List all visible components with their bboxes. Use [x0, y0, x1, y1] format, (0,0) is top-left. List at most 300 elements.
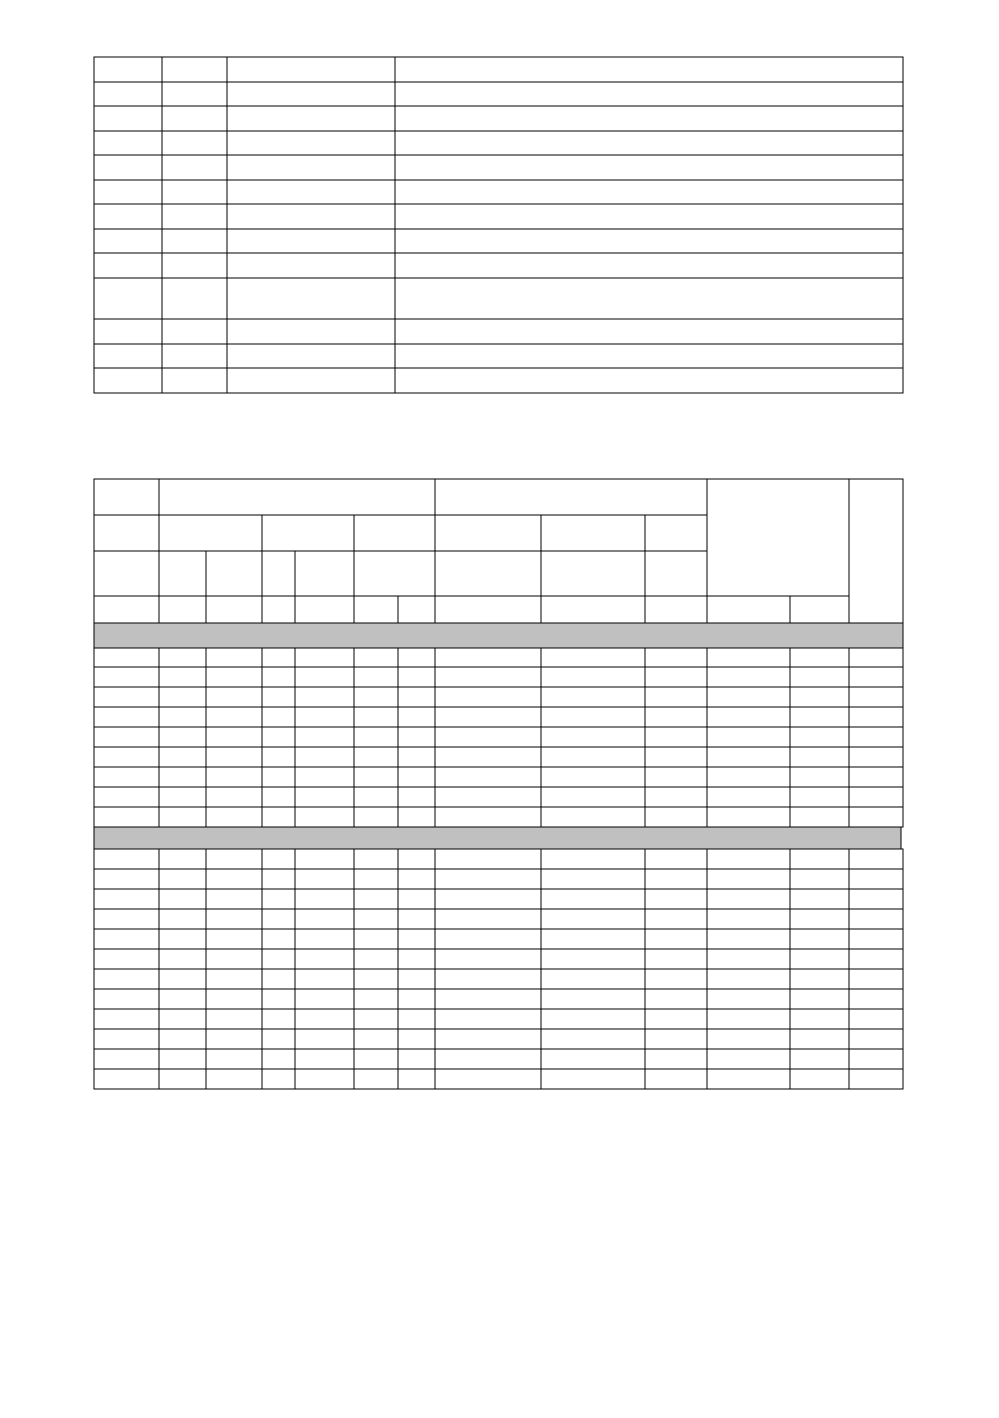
table-cell — [354, 989, 398, 1009]
table-cell — [354, 767, 398, 787]
table-row — [94, 1009, 903, 1029]
table-cell — [159, 767, 206, 787]
table-cell — [354, 849, 398, 869]
table-cell — [206, 1049, 262, 1069]
table-cell — [262, 707, 295, 727]
table-cell — [206, 1009, 262, 1029]
table-cell — [159, 807, 206, 827]
table-cell — [206, 747, 262, 767]
table-cell — [541, 1029, 645, 1049]
table-cell — [227, 82, 395, 106]
table-cell — [262, 969, 295, 989]
table-cell — [395, 131, 903, 155]
table-cell — [295, 889, 354, 909]
table-cell — [645, 1009, 707, 1029]
table-cell — [398, 1069, 435, 1089]
table-cell — [849, 727, 903, 747]
table-cell — [790, 787, 849, 807]
table-cell — [790, 1069, 849, 1089]
table-cell — [94, 869, 159, 889]
table-cell — [645, 807, 707, 827]
table-cell — [395, 155, 903, 180]
table-cell — [849, 807, 903, 827]
table-cell — [206, 787, 262, 807]
table-cell — [162, 229, 227, 253]
table-cell — [262, 869, 295, 889]
table-cell — [541, 807, 645, 827]
table-cell — [94, 1049, 159, 1069]
table-cell — [262, 1029, 295, 1049]
table-cell — [94, 807, 159, 827]
table-cell — [790, 687, 849, 707]
table-cell — [227, 344, 395, 368]
table-cell — [541, 648, 645, 667]
table-cell — [94, 747, 159, 767]
table-cell — [354, 1069, 398, 1089]
table-cell — [354, 707, 398, 727]
table-cell — [435, 989, 541, 1009]
table-cell — [707, 1069, 790, 1089]
table-cell — [227, 57, 395, 82]
table-cell — [162, 204, 227, 229]
table-cell — [227, 180, 395, 204]
table-cell — [395, 180, 903, 204]
table-cell — [849, 989, 903, 1009]
table-cell — [295, 747, 354, 767]
table-cell — [645, 1069, 707, 1089]
table-cell — [295, 869, 354, 889]
table-cell — [159, 707, 206, 727]
table-cell — [295, 849, 354, 869]
table-cell — [227, 368, 395, 393]
table-cell — [162, 319, 227, 344]
table-cell — [262, 747, 295, 767]
table-cell — [790, 949, 849, 969]
table-cell — [541, 949, 645, 969]
table-cell — [398, 707, 435, 727]
table-cell — [395, 82, 903, 106]
table-cell — [206, 667, 262, 687]
table-cell — [645, 787, 707, 807]
table-cell — [645, 929, 707, 949]
table-cell — [790, 747, 849, 767]
table-cell — [94, 787, 159, 807]
table-cell — [541, 707, 645, 727]
table-cell — [707, 909, 790, 929]
table-cell — [94, 949, 159, 969]
table-cell — [395, 106, 903, 131]
table-cell — [435, 767, 541, 787]
table-cell — [645, 727, 707, 747]
table-cell — [849, 1049, 903, 1069]
table-cell — [206, 727, 262, 747]
table-cell — [541, 989, 645, 1009]
table-cell — [435, 707, 541, 727]
table-cell — [262, 949, 295, 969]
table-cell — [707, 747, 790, 767]
table-cell — [435, 727, 541, 747]
table-cell — [790, 929, 849, 949]
table-cell — [262, 1049, 295, 1069]
table-cell — [262, 667, 295, 687]
table-cell — [541, 747, 645, 767]
table-cell — [206, 909, 262, 929]
table-cell — [541, 929, 645, 949]
table-cell — [295, 1069, 354, 1089]
table-cell — [398, 1029, 435, 1049]
table-cell — [206, 869, 262, 889]
table-cell — [206, 969, 262, 989]
table-cell — [94, 648, 159, 667]
table-cell — [354, 1049, 398, 1069]
table-cell — [645, 747, 707, 767]
table-cell — [94, 969, 159, 989]
table-cell — [435, 1029, 541, 1049]
table-cell — [435, 687, 541, 707]
table-cell — [295, 727, 354, 747]
table-cell — [541, 727, 645, 747]
table-cell — [295, 707, 354, 727]
table-cell — [435, 909, 541, 929]
table-cell — [398, 889, 435, 909]
table-cell — [94, 180, 162, 204]
table-cell — [94, 667, 159, 687]
table-row — [94, 82, 903, 106]
table-cell — [645, 648, 707, 667]
table-cell — [707, 929, 790, 949]
table-cell — [790, 889, 849, 909]
table-cell — [159, 667, 206, 687]
table-cell — [94, 727, 159, 747]
table-cell — [206, 687, 262, 707]
table-cell — [94, 707, 159, 727]
table-cell — [206, 929, 262, 949]
table-cell — [206, 707, 262, 727]
table-cell — [707, 969, 790, 989]
table-cell — [435, 889, 541, 909]
table-cell — [790, 909, 849, 929]
table-cell — [94, 767, 159, 787]
table-cell — [162, 106, 227, 131]
table-row — [94, 368, 903, 393]
table-row — [94, 57, 903, 82]
table-cell — [541, 767, 645, 787]
table-cell — [541, 909, 645, 929]
table-cell — [162, 57, 227, 82]
table-cell — [645, 687, 707, 707]
table-cell — [295, 1009, 354, 1029]
table-cell — [206, 1029, 262, 1049]
table-cell — [398, 667, 435, 687]
table-cell — [159, 727, 206, 747]
table-row — [94, 989, 903, 1009]
table-cell — [541, 849, 645, 869]
table-cell — [541, 889, 645, 909]
table-cell — [790, 989, 849, 1009]
table-cell — [707, 849, 790, 869]
table-cell — [541, 1049, 645, 1069]
table-cell — [849, 747, 903, 767]
table-cell — [295, 989, 354, 1009]
table-cell — [395, 253, 903, 278]
table-cell — [435, 807, 541, 827]
table-cell — [398, 969, 435, 989]
table-cell — [790, 1049, 849, 1069]
table-cell — [849, 767, 903, 787]
table-cell — [541, 1009, 645, 1029]
table-row — [94, 787, 903, 807]
table-cell — [262, 929, 295, 949]
table-cell — [541, 687, 645, 707]
table-cell — [262, 648, 295, 667]
section-band — [94, 827, 901, 849]
table-cell — [227, 155, 395, 180]
table-cell — [435, 1069, 541, 1089]
table-cell — [227, 253, 395, 278]
table-cell — [707, 687, 790, 707]
table-cell — [354, 949, 398, 969]
table-cell — [295, 687, 354, 707]
table-cell — [435, 949, 541, 969]
table-cell — [354, 727, 398, 747]
table-cell — [435, 787, 541, 807]
table-cell — [159, 969, 206, 989]
table-cell — [354, 648, 398, 667]
table-cell — [398, 909, 435, 929]
table-cell — [707, 767, 790, 787]
table-cell — [790, 849, 849, 869]
table-cell — [398, 949, 435, 969]
table-cell — [435, 929, 541, 949]
table-cell — [262, 889, 295, 909]
table-cell — [849, 969, 903, 989]
table-cell — [94, 687, 159, 707]
table-row — [94, 807, 903, 827]
table-cell — [435, 648, 541, 667]
table-row — [94, 204, 903, 229]
table-cell — [354, 889, 398, 909]
table-cell — [262, 687, 295, 707]
table-row — [94, 1049, 903, 1069]
table-cell — [849, 1029, 903, 1049]
table-cell — [206, 949, 262, 969]
table-cell — [541, 667, 645, 687]
table-cell — [295, 949, 354, 969]
table-cell — [435, 869, 541, 889]
table-cell — [354, 747, 398, 767]
table-cell — [541, 969, 645, 989]
table-cell — [790, 807, 849, 827]
table-cell — [645, 767, 707, 787]
table-row — [94, 929, 903, 949]
table-cell — [159, 687, 206, 707]
table-cell — [295, 807, 354, 827]
table-cell — [707, 989, 790, 1009]
table-cell — [398, 767, 435, 787]
table-row — [94, 707, 903, 727]
table-cell — [645, 969, 707, 989]
table-cell — [94, 1069, 159, 1089]
table-cell — [707, 667, 790, 687]
table-cell — [162, 180, 227, 204]
table-row — [94, 319, 903, 344]
table-cell — [159, 889, 206, 909]
table-cell — [790, 667, 849, 687]
table-row — [94, 767, 903, 787]
table-cell — [227, 204, 395, 229]
table-cell — [94, 253, 162, 278]
table-cell — [227, 106, 395, 131]
table-cell — [162, 368, 227, 393]
table-cell — [849, 667, 903, 687]
table-cell — [398, 1009, 435, 1029]
table-cell — [395, 204, 903, 229]
table-cell — [398, 747, 435, 767]
table-cell — [295, 1029, 354, 1049]
table-cell — [398, 869, 435, 889]
table-row — [94, 949, 903, 969]
table-row — [94, 344, 903, 368]
table-row — [94, 687, 903, 707]
table-row — [94, 909, 903, 929]
table-cell — [354, 969, 398, 989]
upper-table — [94, 57, 903, 393]
table-cell — [849, 929, 903, 949]
table-cell — [262, 989, 295, 1009]
table-cell — [262, 727, 295, 747]
table-cell — [849, 707, 903, 727]
table-cell — [707, 1049, 790, 1069]
table-cell — [206, 807, 262, 827]
table-cell — [541, 787, 645, 807]
table-cell — [159, 869, 206, 889]
table-cell — [707, 707, 790, 727]
table-cell — [159, 1049, 206, 1069]
table-cell — [395, 344, 903, 368]
table-cell — [162, 278, 227, 319]
table-row — [94, 889, 903, 909]
table-cell — [395, 278, 903, 319]
table-cell — [395, 57, 903, 82]
table-cell — [159, 787, 206, 807]
table-cell — [162, 344, 227, 368]
table-cell — [435, 849, 541, 869]
table-cell — [159, 849, 206, 869]
table-cell — [849, 849, 903, 869]
table-cell — [94, 849, 159, 869]
table-cell — [645, 667, 707, 687]
table-cell — [262, 1009, 295, 1029]
table-cell — [206, 648, 262, 667]
table-row — [94, 253, 903, 278]
table-cell — [295, 667, 354, 687]
table-cell — [790, 969, 849, 989]
table-cell — [707, 869, 790, 889]
table-cell — [159, 989, 206, 1009]
table-cell — [295, 969, 354, 989]
table-cell — [354, 787, 398, 807]
table-cell — [206, 849, 262, 869]
table-cell — [645, 989, 707, 1009]
table-cell — [398, 849, 435, 869]
table-cell — [707, 648, 790, 667]
table-cell — [94, 229, 162, 253]
table-cell — [354, 869, 398, 889]
table-cell — [206, 767, 262, 787]
table-cell — [790, 767, 849, 787]
table-cell — [159, 1009, 206, 1029]
table-cell — [94, 106, 162, 131]
table-cell — [645, 849, 707, 869]
table-row — [94, 849, 903, 869]
table-cell — [645, 1029, 707, 1049]
table-cell — [707, 787, 790, 807]
table-header — [94, 479, 903, 623]
table-row — [94, 278, 903, 319]
table-cell — [94, 929, 159, 949]
table-cell — [645, 707, 707, 727]
table-cell — [645, 889, 707, 909]
table-cell — [354, 667, 398, 687]
table-row — [94, 1029, 903, 1049]
table-cell — [262, 849, 295, 869]
table-cell — [94, 155, 162, 180]
table-cell — [162, 82, 227, 106]
table-cell — [395, 319, 903, 344]
table-cell — [295, 767, 354, 787]
table-row — [94, 229, 903, 253]
table-cell — [398, 787, 435, 807]
table-cell — [162, 155, 227, 180]
table-cell — [849, 648, 903, 667]
table-cell — [159, 747, 206, 767]
table-cell — [435, 747, 541, 767]
table-cell — [849, 1069, 903, 1089]
table-cell — [354, 807, 398, 827]
table-cell — [645, 869, 707, 889]
table-row — [94, 969, 903, 989]
table-cell — [295, 909, 354, 929]
table-cell — [707, 807, 790, 827]
table-cell — [707, 889, 790, 909]
table-cell — [354, 929, 398, 949]
table-cell — [398, 929, 435, 949]
table-cell — [790, 707, 849, 727]
table-cell — [849, 787, 903, 807]
table-row — [94, 155, 903, 180]
table-cell — [162, 131, 227, 155]
table-cell — [94, 1009, 159, 1029]
table-row — [94, 727, 903, 747]
table-cell — [94, 909, 159, 929]
table-cell — [162, 253, 227, 278]
table-cell — [395, 368, 903, 393]
table-cell — [354, 909, 398, 929]
table-cell — [849, 889, 903, 909]
table-cell — [435, 969, 541, 989]
table-row — [94, 106, 903, 131]
table-cell — [645, 949, 707, 969]
table-cell — [790, 1029, 849, 1049]
table-cell — [94, 57, 162, 82]
table-cell — [94, 344, 162, 368]
table-cell — [159, 1029, 206, 1049]
table-cell — [435, 1009, 541, 1029]
table-row — [94, 747, 903, 767]
table-cell — [398, 727, 435, 747]
table-cell — [790, 648, 849, 667]
table-cell — [94, 319, 162, 344]
